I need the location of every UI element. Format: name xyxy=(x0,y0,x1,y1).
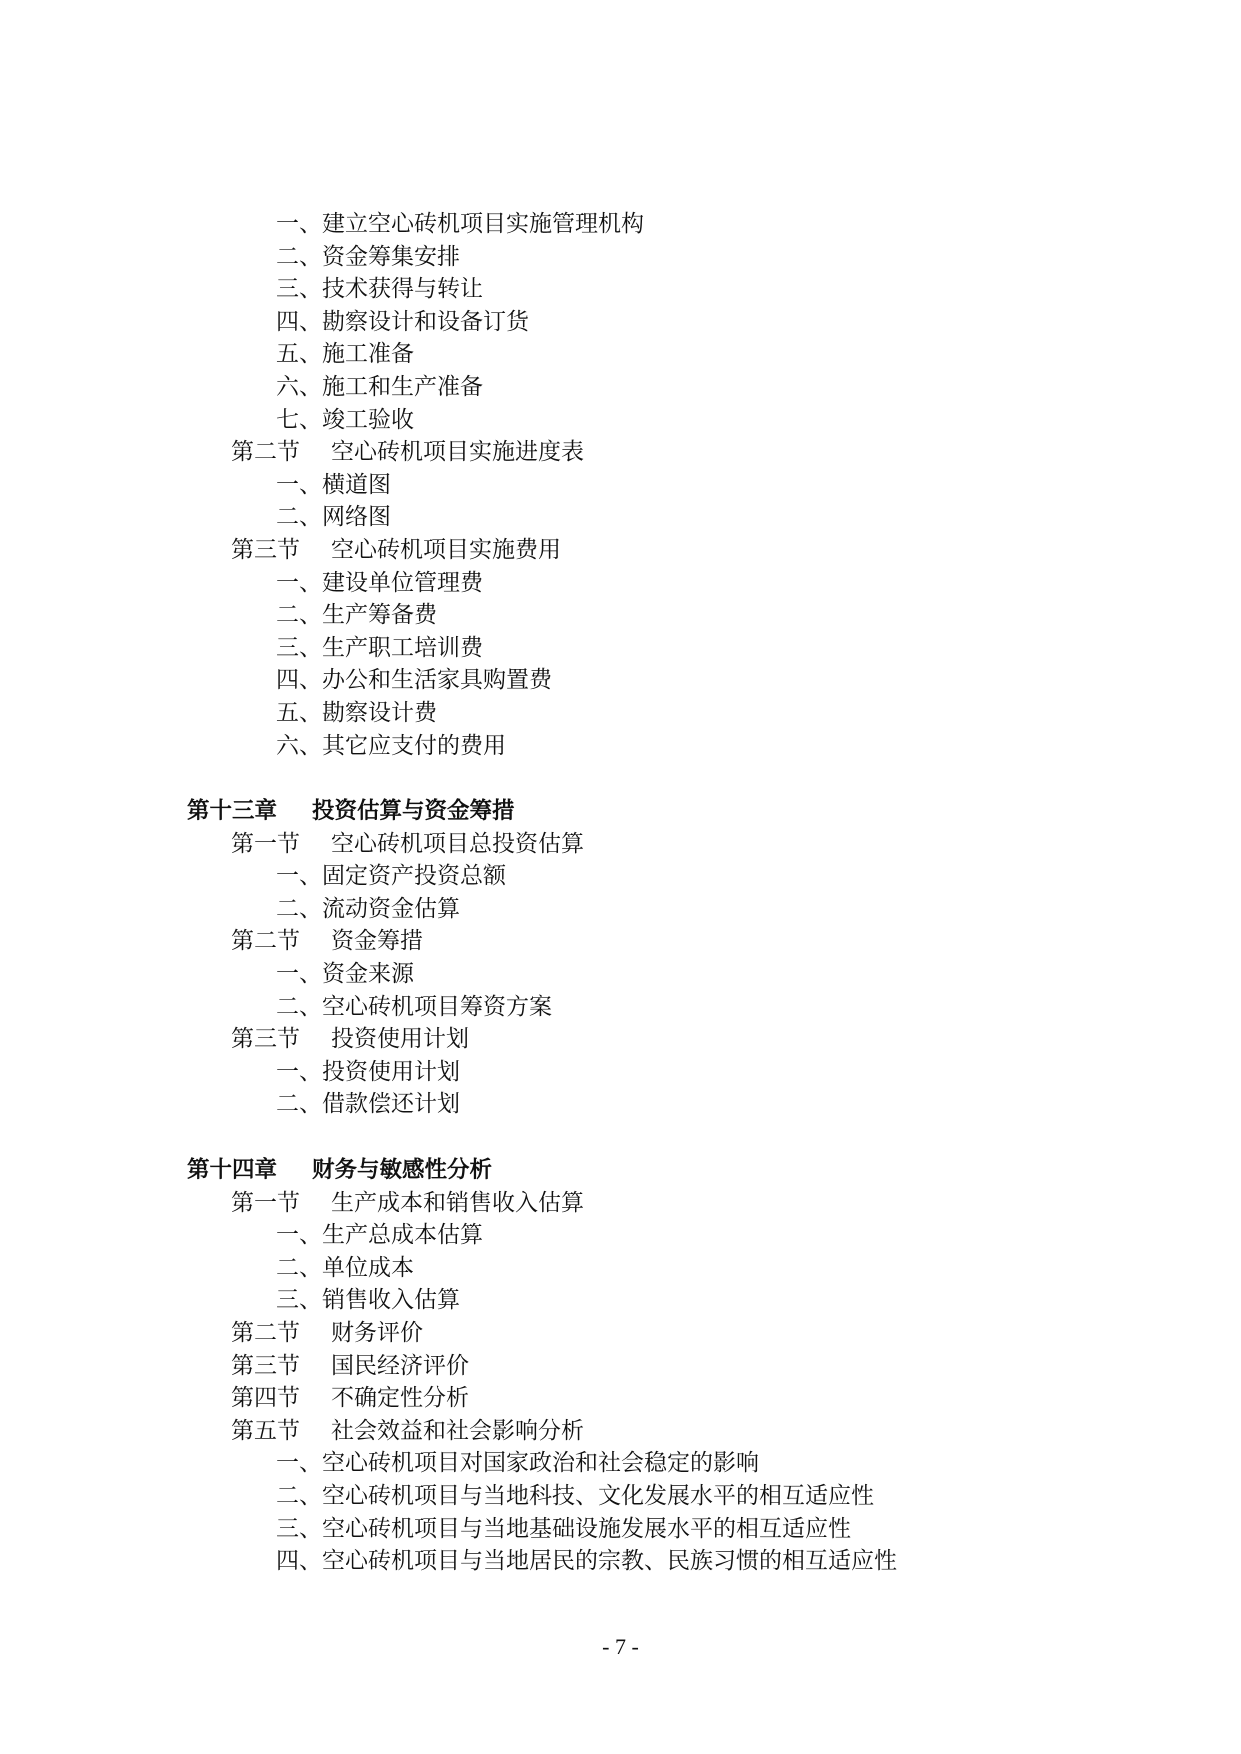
toc-section xyxy=(0,828,1241,861)
toc-item: 一、生产总成本估算 xyxy=(276,1222,483,1249)
toc-item: 四、办公和生活家具购置费 xyxy=(276,667,552,694)
toc-item: 五、勘察设计费 xyxy=(276,699,437,726)
toc-item: 二、单位成本 xyxy=(276,1254,414,1281)
section-number: 第四节 xyxy=(231,1385,300,1412)
section-number: 第二节 xyxy=(231,439,300,466)
toc-section xyxy=(0,1350,1241,1383)
chapter-title: 财务与敏感性分析 xyxy=(312,1157,493,1184)
toc-section xyxy=(0,1382,1241,1415)
section-title: 空心砖机项目实施费用 xyxy=(331,536,561,563)
toc-item: 二、流动资金估算 xyxy=(276,895,460,922)
toc-item: 六、其它应支付的费用 xyxy=(276,732,506,759)
section-title: 空心砖机项目实施进度表 xyxy=(331,439,584,466)
section-title: 生产成本和销售收入估算 xyxy=(331,1189,584,1216)
section-title: 空心砖机项目总投资估算 xyxy=(331,830,584,857)
toc-item: 一、建设单位管理费 xyxy=(276,569,483,596)
section-title: 不确定性分析 xyxy=(331,1385,469,1412)
toc-item: 三、技术获得与转让 xyxy=(276,276,483,303)
chapter-number: 第十三章 xyxy=(187,798,278,825)
toc-item: 一、空心砖机项目对国家政治和社会稳定的影响 xyxy=(276,1450,759,1477)
toc-item: 二、借款偿还计划 xyxy=(276,1091,460,1118)
toc-item: 四、空心砖机项目与当地居民的宗教、民族习惯的相互适应性 xyxy=(276,1548,897,1575)
section-number: 第三节 xyxy=(231,1352,300,1379)
toc-item: 三、销售收入估算 xyxy=(276,1287,460,1314)
toc-section xyxy=(0,1415,1241,1448)
toc-chapter xyxy=(0,795,1241,828)
spacer xyxy=(0,762,1241,795)
section-title: 国民经济评价 xyxy=(331,1352,469,1379)
section-number: 第二节 xyxy=(231,1320,300,1346)
section-title: 投资使用计划 xyxy=(331,1026,469,1053)
toc-section xyxy=(0,1187,1241,1220)
toc-section xyxy=(0,925,1241,958)
toc-section xyxy=(0,1317,1241,1350)
section-title: 财务评价 xyxy=(331,1320,423,1346)
section-title: 社会效益和社会影响分析 xyxy=(331,1417,584,1444)
section-number: 第二节 xyxy=(231,928,300,955)
chapter-number: 第十四章 xyxy=(187,1157,278,1184)
section-number: 第三节 xyxy=(231,1026,300,1053)
section-number: 第三节 xyxy=(231,536,300,563)
toc-item: 二、网络图 xyxy=(276,504,391,531)
toc-item: 二、空心砖机项目筹资方案 xyxy=(276,993,552,1020)
section-number: 第一节 xyxy=(231,1189,300,1216)
toc-item: 二、空心砖机项目与当地科技、文化发展水平的相互适应性 xyxy=(276,1482,874,1509)
toc-item: 五、施工准备 xyxy=(276,341,414,368)
section-number: 第一节 xyxy=(231,830,300,857)
toc-item: 一、固定资产投资总额 xyxy=(276,863,506,890)
page-number: - 7 - xyxy=(602,1634,639,1659)
toc-item: 一、横道图 xyxy=(276,471,391,498)
toc-section xyxy=(0,534,1241,567)
toc-item: 三、生产职工培训费 xyxy=(276,634,483,661)
toc-section xyxy=(0,1023,1241,1056)
toc-item: 六、施工和生产准备 xyxy=(276,373,483,400)
toc-item: 四、勘察设计和设备订货 xyxy=(276,308,529,335)
toc-item: 三、空心砖机项目与当地基础设施发展水平的相互适应性 xyxy=(276,1515,851,1542)
toc-item: 一、资金来源 xyxy=(276,961,414,988)
chapter-title: 投资估算与资金筹措 xyxy=(312,798,515,825)
toc-item: 七、竣工验收 xyxy=(276,406,414,433)
toc-item: 一、建立空心砖机项目实施管理机构 xyxy=(276,211,644,237)
spacer xyxy=(0,1121,1241,1154)
section-title: 资金筹措 xyxy=(331,928,423,955)
toc-item: 一、投资使用计划 xyxy=(276,1058,460,1085)
toc-chapter xyxy=(0,1154,1241,1187)
table-of-contents xyxy=(0,208,1241,1578)
section-number: 第五节 xyxy=(231,1417,300,1444)
toc-section xyxy=(0,436,1241,469)
toc-item: 二、资金筹集安排 xyxy=(276,243,460,270)
toc-item: 二、生产筹备费 xyxy=(276,602,437,629)
